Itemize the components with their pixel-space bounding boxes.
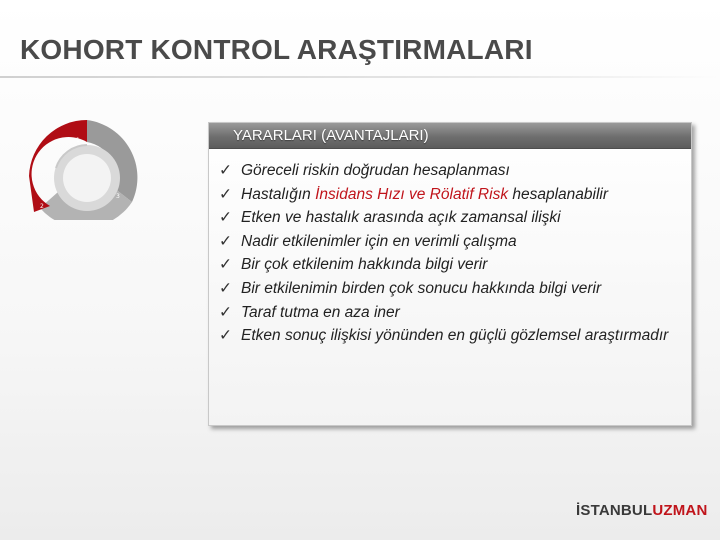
list-item-text: Nadir etkilenimler için en verimli çalışma — [241, 232, 517, 250]
list-item-text: Taraf tutma en aza iner — [241, 303, 400, 321]
panel-header-label: YARARLARI (AVANTAJLARI) — [233, 127, 429, 144]
svg-text:2: 2 — [40, 203, 44, 210]
panel-header — [209, 123, 691, 149]
logo-part-uzman: UZMAN — [652, 502, 708, 519]
check-icon: ✓ — [219, 279, 232, 297]
logo-part-istanbul: İSTANBUL — [576, 502, 653, 519]
advantages-panel — [208, 122, 692, 426]
svg-text:1: 1 — [76, 137, 80, 144]
list-item-text: Hastalığın — [241, 185, 316, 203]
list-item — [219, 301, 689, 325]
check-icon: ✓ — [219, 162, 232, 179]
list-item — [219, 253, 689, 277]
list-item — [219, 159, 689, 183]
check-icon: ✓ — [219, 256, 232, 274]
list-item-text: Bir çok etkilenim hakkında bilgi verir — [241, 256, 488, 274]
list-item-text: Etken sonuç ilişkisi yönünden en güçlü gözlemsel araştırmadır — [241, 327, 669, 345]
list-item — [219, 324, 689, 348]
list-item — [219, 277, 689, 301]
list-item — [219, 230, 689, 254]
list-item — [219, 206, 689, 230]
list-item-text: Göreceli riskin doğrudan hesaplanması — [241, 162, 510, 179]
istanbuluzman-logo — [576, 502, 707, 519]
check-icon: ✓ — [219, 185, 232, 203]
decorative-ring-graphic — [28, 120, 146, 220]
list-item-text: hesaplanabilir — [508, 185, 609, 203]
check-icon: ✓ — [219, 209, 232, 227]
advantages-list — [219, 159, 689, 348]
svg-text:3: 3 — [116, 193, 120, 200]
check-icon: ✓ — [219, 303, 232, 321]
list-item — [219, 183, 689, 207]
check-icon: ✓ — [219, 232, 232, 250]
list-item-text: Etken ve hastalık arasında açık zamansal ilişki — [241, 209, 561, 227]
slide-title: KOHORT KONTROL ARAŞTIRMALARI — [20, 34, 533, 65]
list-item-text: Bir etkilenimin birden çok sonucu hakkında bilgi verir — [241, 279, 602, 297]
check-icon: ✓ — [219, 327, 232, 345]
title-divider — [0, 76, 720, 78]
highlighted-term: İnsidans Hızı ve Rölatif Risk — [315, 185, 509, 203]
